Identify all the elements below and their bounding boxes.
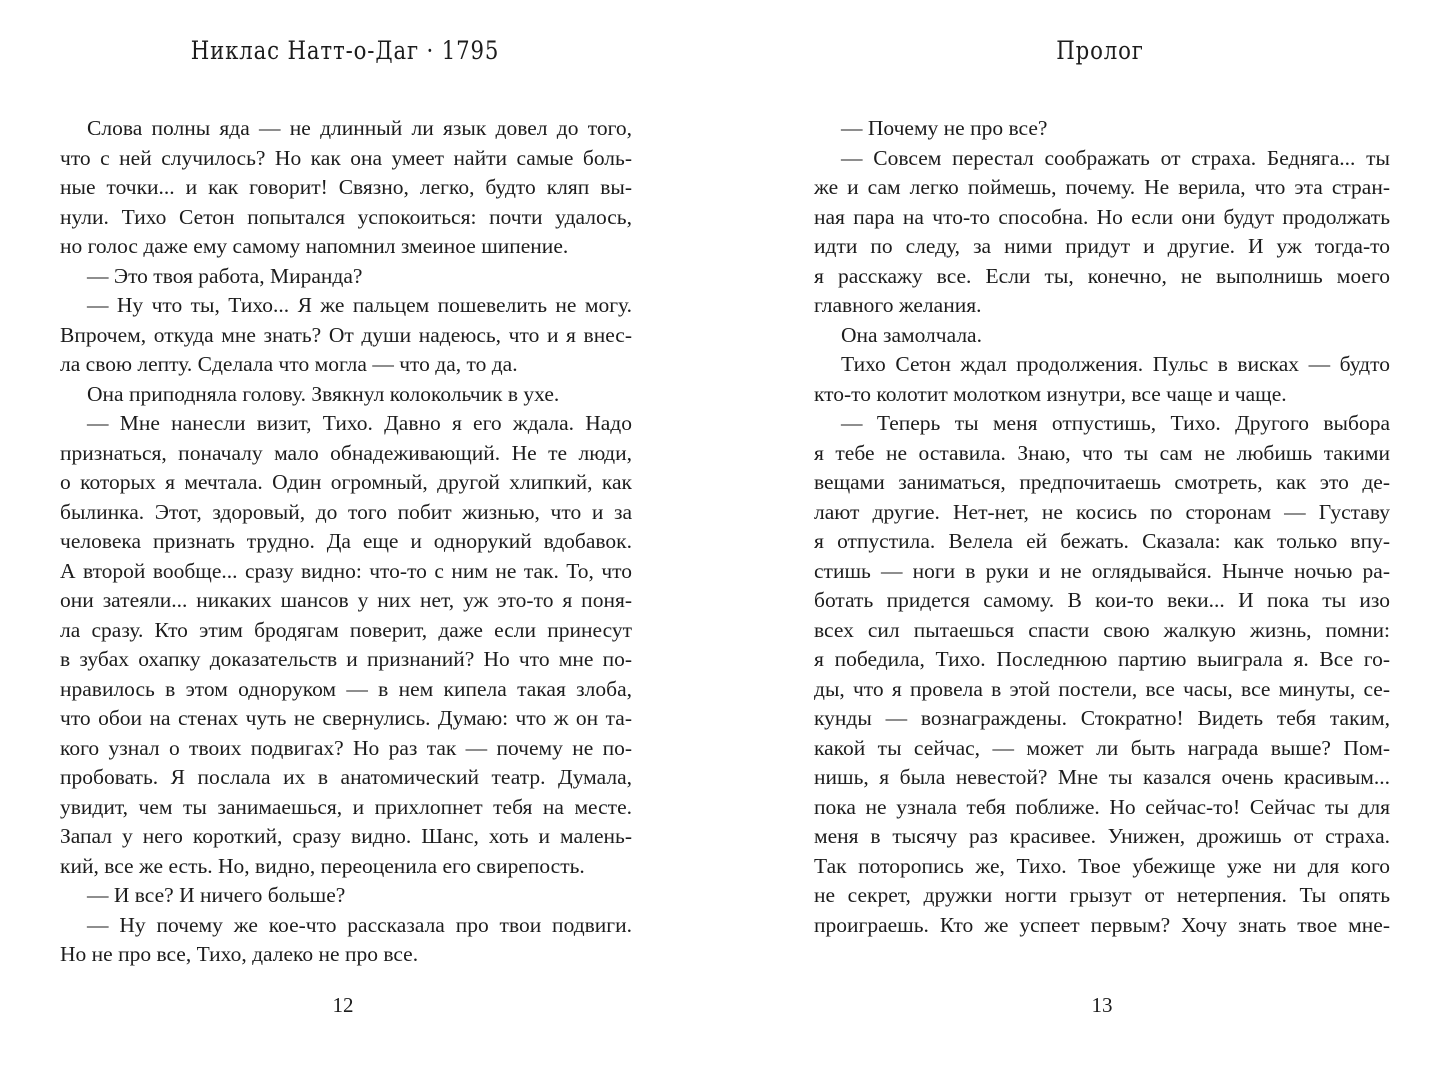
text-line: что с ней случилось? Но как она умеет найти самые боль- bbox=[60, 145, 632, 170]
text-line: что обои на стенах чуть не свернулись. Думаю: что ж он та- bbox=[60, 706, 632, 730]
text-line: я расскажу все. Если ты, конечно, не выполнишь моего bbox=[814, 263, 1390, 288]
text-line: я отпустила. Велела ей бежать. Сказала: как только впу- bbox=[814, 529, 1390, 553]
text-line: пробовать. Я послала их в анатомический театр. Думала, bbox=[60, 765, 632, 789]
text-line: признаться, поначалу мало обнадеживающий. Не те люди, bbox=[60, 440, 632, 465]
text-line: ды, что я провела в этой постели, все часы, все минуты, се- bbox=[814, 676, 1390, 701]
text-line: какой ты сейчас, — может ли быть награда выше? Пом- bbox=[814, 735, 1390, 760]
text-line: ная пара на что-то способна. Но если они будут продолжать bbox=[814, 204, 1390, 229]
running-head-author-title: Никлас Натт-о-Даг · 1795 bbox=[190, 36, 500, 65]
text-line: меня в тысячу раз красивее. Унижен, дрожишь от страха. bbox=[814, 824, 1390, 848]
text-line: кунды — вознаграждены. Стократно! Видеть тебя таким, bbox=[814, 706, 1390, 730]
body-text bbox=[814, 114, 1390, 940]
text-line: нули. Тихо Сетон попытался успокоиться: почти удалось, bbox=[60, 204, 632, 229]
text-line: увидит, чем ты занимаешься, и прихлопнет тебя на месте. bbox=[60, 794, 632, 819]
text-line: главного желания. bbox=[814, 293, 982, 317]
text-line: нравилось в этом одноруком — в нем кипела такая злоба, bbox=[60, 676, 632, 701]
text-line: — И все? И ничего больше? bbox=[87, 883, 346, 907]
text-line: Впрочем, откуда мне знать? От души надеюсь, что и я внес- bbox=[60, 322, 632, 347]
right-page bbox=[716, 0, 1432, 1080]
text-line: вещами заниматься, предпочитаешь смотреть, как это де- bbox=[814, 470, 1390, 494]
text-line: — Почему не про все? bbox=[841, 116, 1048, 140]
text-line: — Ну почему же кое-что рассказала про твои подвиги. bbox=[87, 912, 632, 937]
text-line: я победила, Тихо. Последнюю партию выиграла я. Все го- bbox=[814, 647, 1390, 671]
text-line: ла свою лепту. Сделала что могла — что да, то да. bbox=[60, 352, 518, 376]
text-line: идти по следу, за ними придут и другие. И уж тогда-то bbox=[814, 234, 1390, 258]
text-line: о которых я мечтала. Один огромный, другой хлипкий, как bbox=[60, 470, 632, 494]
text-line: — Мне нанесли визит, Тихо. Давно я его ждала. Надо bbox=[87, 411, 632, 435]
text-line: — Совсем перестал соображать от страха. Бедняга... ты bbox=[841, 145, 1390, 170]
text-line: ные точки... и как говорит! Связно, легко, будто кляп вы- bbox=[60, 175, 632, 199]
text-line: проиграешь. Кто же успеет первым? Хочу знать твое мне- bbox=[814, 912, 1390, 937]
page-number: 13 bbox=[1091, 993, 1113, 1017]
text-line: кто-то колотит молотком изнутри, все чаще и чаще. bbox=[814, 381, 1287, 406]
text-line: они затеяли... никаких шансов у них нет, уж это-то я поня- bbox=[60, 588, 632, 612]
page-number: 12 bbox=[332, 993, 354, 1017]
text-line: Тихо Сетон ждал продолжения. Пульс в висках — будто bbox=[841, 352, 1390, 376]
text-line: Она приподняла голову. Звякнул колокольчик в ухе. bbox=[87, 381, 560, 406]
text-line: Так поторопись же, Тихо. Твое убежище уже ни для кого bbox=[814, 853, 1390, 878]
text-line: былинка. Этот, здоровый, до того побит жизнью, что и за bbox=[60, 499, 632, 524]
text-line: же и сам легко поймешь, почему. Не верила, что эта стран- bbox=[814, 175, 1390, 199]
text-line: нишь, я была невестой? Мне ты казался очень красивым... bbox=[814, 765, 1390, 789]
text-line: Она замолчала. bbox=[841, 322, 982, 347]
text-line: стишь — ноги в руки и не оглядывайся. Нынче ночью ра- bbox=[814, 558, 1390, 583]
text-line: кого узнал о твоих подвигах? Но раз так — почему не по- bbox=[60, 735, 632, 760]
text-line: А второй вообще... сразу видно: что-то с ним не так. То, что bbox=[60, 558, 632, 583]
text-line: я тебе не оставила. Знаю, что ты сам не любишь такими bbox=[814, 440, 1390, 465]
text-line: Слова полны яда — не длинный ли язык довел до того, bbox=[87, 116, 632, 140]
text-line: Запал у него короткий, сразу видно. Шанс, хоть и малень- bbox=[60, 824, 632, 848]
text-line: — Теперь ты меня отпустишь, Тихо. Другого выбора bbox=[841, 411, 1390, 435]
text-line: кий, все же есть. Но, видно, переоценила его свирепость. bbox=[60, 853, 585, 878]
text-line: но голос даже ему самому напомнил змеиное шипение. bbox=[60, 234, 569, 258]
running-head-chapter: Пролог bbox=[1056, 36, 1144, 65]
text-line: в зубах охапку доказательств и признаний? Но что мне по- bbox=[60, 647, 632, 671]
body-text bbox=[60, 114, 632, 970]
text-line: лают другие. Нет-нет, не косись по сторонам — Густаву bbox=[814, 499, 1390, 524]
text-line: пока не узнала тебя поближе. Но сейчас-то! Сейчас ты для bbox=[814, 794, 1390, 819]
text-line: Но не про все, Тихо, далеко не про все. bbox=[60, 942, 419, 966]
text-line: — Это твоя работа, Миранда? bbox=[87, 263, 363, 288]
text-line: ботать придется самому. В кои-то веки... И пока ты изо bbox=[814, 588, 1390, 612]
text-line: — Ну что ты, Тихо... Я же пальцем пошевелить не могу. bbox=[87, 293, 632, 317]
text-line: не секрет, дружки ногти грызут от нетерпения. Ты опять bbox=[814, 883, 1390, 907]
text-line: человека признать трудно. Да еще и однорукий вдобавок. bbox=[60, 529, 632, 553]
text-line: всех сил пытаешься спасти свою жалкую жизнь, помни: bbox=[814, 617, 1390, 642]
text-line: ла сразу. Кто этим бродягам поверит, даже если принесут bbox=[60, 617, 632, 642]
